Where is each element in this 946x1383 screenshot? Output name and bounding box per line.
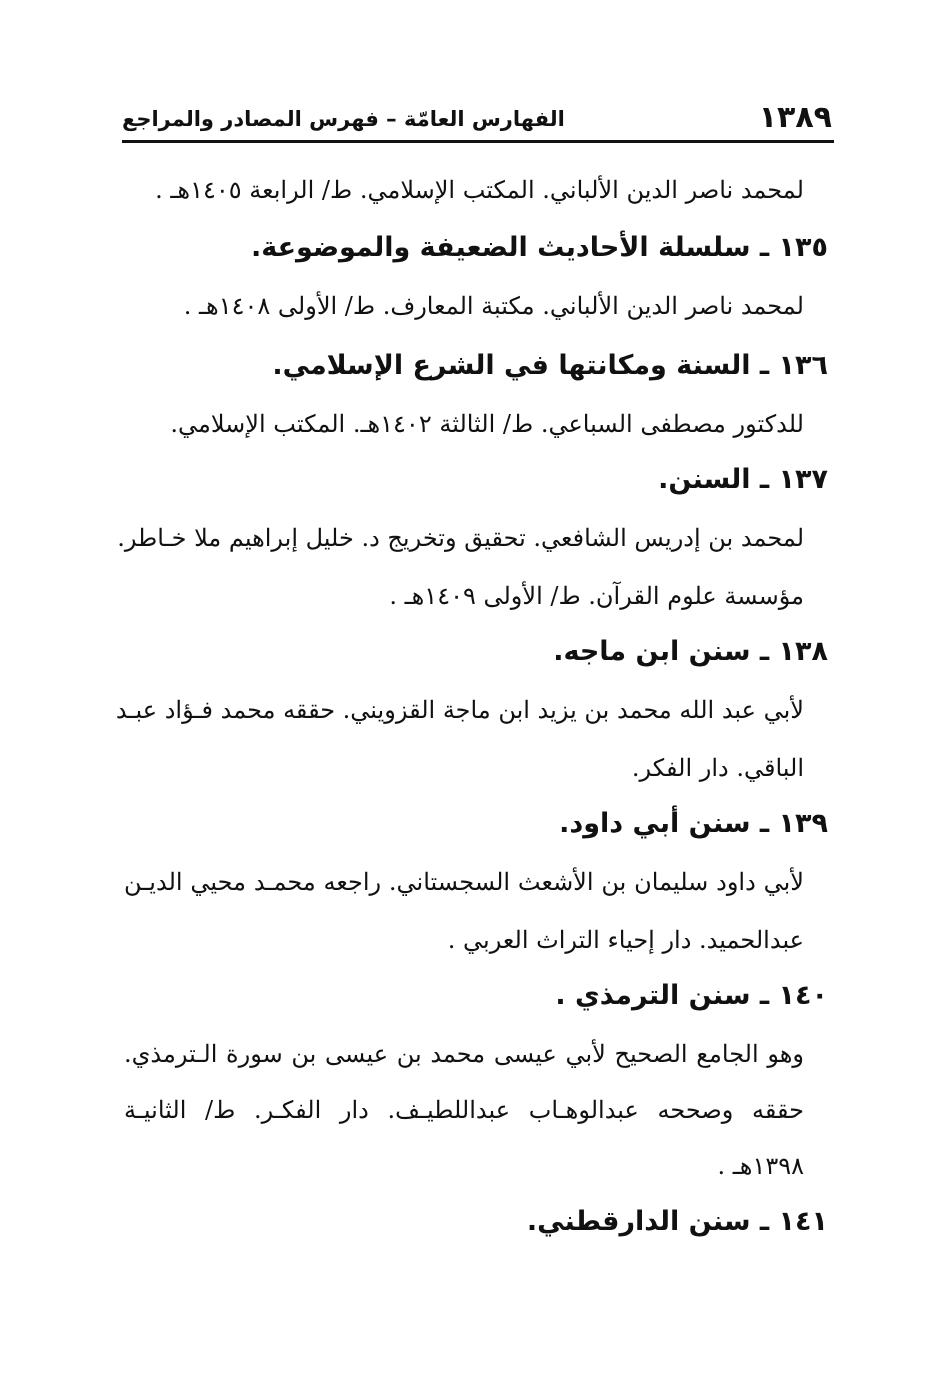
entry-138-heading: ١٣٨ ـ سنن ابن ماجه. (553, 636, 828, 667)
entry-137-author-line-1: لمحمد بن إدريس الشافعي. تحقيق وتخريج د. خليل إبراهيم ملا خـاطر. (117, 524, 804, 552)
entry-140-text-line-1: وهو الجامع الصحيح لأبي عيسى محمد بن عيسى بن سورة الـترمذي. (124, 1040, 804, 1068)
entry-135-author-line: لمحمد ناصر الدين الألباني. مكتبة المعارف. ط/ الأولى ١٤٠٨هـ . (183, 292, 804, 320)
entry-136-heading: ١٣٦ ـ السنة ومكانتها في الشرع الإسلامي. (272, 350, 828, 381)
entry-136-author-line: للدكتور مصطفى السباعي. ط/ الثالثة ١٤٠٢هـ. المكتب الإسلامي. (170, 410, 804, 438)
header-rule (122, 140, 834, 143)
page-header (122, 100, 832, 140)
entry-140-text-line-3: ١٣٩٨هـ . (717, 1152, 804, 1180)
entry-134-author-line: لمحمد ناصر الدين الألباني. المكتب الإسلامي. ط/ الرابعة ١٤٠٥هـ . (155, 176, 804, 204)
entry-140-heading: ١٤٠ ـ سنن الترمذي . (555, 980, 828, 1011)
entry-140-text-line-2: حققه وصححه عبدالوهـاب عبداللطيـف. دار الفكـر. ط/ الثانيـة (124, 1096, 804, 1124)
entry-138-author-line-2: الباقي. دار الفكر. (631, 754, 804, 782)
running-title: الفهارس العامّة – فهرس المصادر والمراجع (122, 107, 565, 131)
entry-139-heading: ١٣٩ ـ سنن أبي داود. (559, 808, 828, 839)
entry-141-heading: ١٤١ ـ سنن الدارقطني. (526, 1206, 828, 1237)
entry-139-author-line-1: لأبي داود سليمان بن الأشعث السجستاني. راجعه محمـد محيي الديـن (124, 868, 804, 896)
page-number: ١٣٨٩ (758, 100, 832, 135)
entry-137-heading: ١٣٧ ـ السنن. (658, 464, 828, 495)
entry-137-author-line-2: مؤسسة علوم القرآن. ط/ الأولى ١٤٠٩هـ . (389, 582, 804, 610)
entry-135-heading: ١٣٥ ـ سلسلة الأحاديث الضعيفة والموضوعة. (250, 232, 828, 263)
entry-138-author-line-1: لأبي عبد الله محمد بن يزيد ابن ماجة القزويني. حققه محمد فـؤاد عبـد (115, 696, 804, 724)
entry-139-author-line-2: عبدالحميد. دار إحياء التراث العربي . (447, 926, 804, 954)
